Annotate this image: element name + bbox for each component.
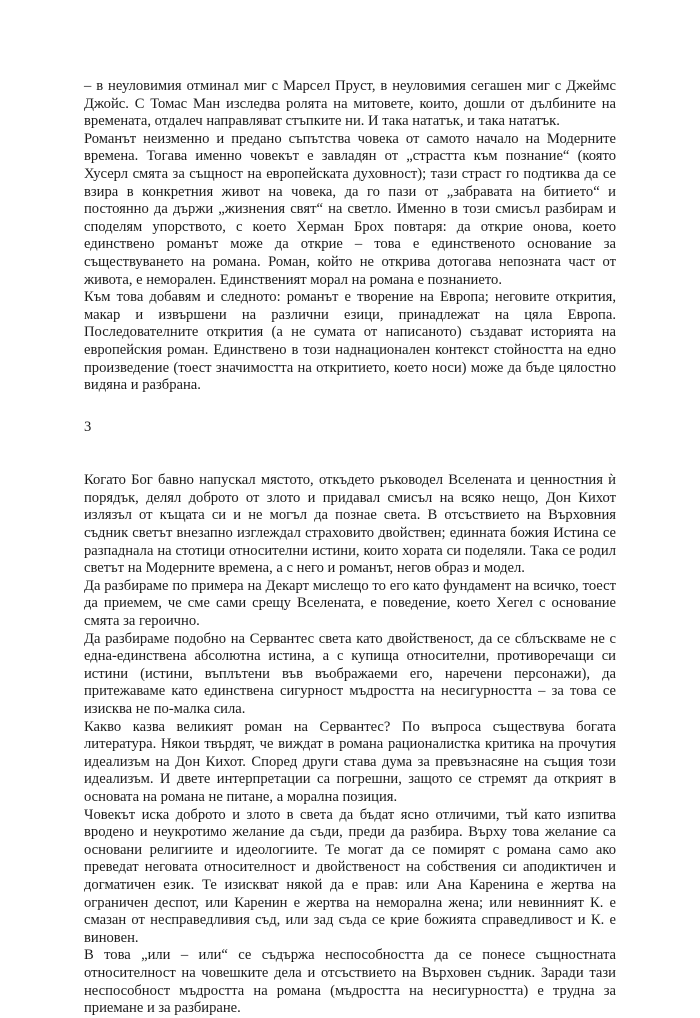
paragraph: – в неуловимия отминал миг с Марсел Пруст, в неуловимия сегашен миг с Джеймс Джойс. С Томас Ман изследва ролята на митовете, които, дошли от дълбините на времената, отдалеч направляват стъпките ни. И така нататък, и така нататък. (84, 78, 616, 130)
paragraph: Когато Бог бавно напускал мястото, откъдето ръководел Вселената и ценностния ѝ порядък, делял доброто от злото и придавал смисъл на всяко нещо, Дон Кихот излязъл от къщата си и не могъл да познае света. В отсъствието на Върховния съдник светът внезапно изглеждал страховито двойствен; единната божия Истина се разпаднала на стотици относителни истини, които хората си поделяли. Така се родил светът на Модерните времена, а с него и романът, негов образ и модел. (84, 472, 616, 577)
paragraph: Романът неизменно и предано съпътства човека от самото начало на Модерните времена. Тогава именно човекът е завладян от „страстта към познание“ (която Хусерл смята за същност на европейската духовност); тази страст го подтиква да се взира в конкретния живот на човека, да го пази от „забравата на битието“ и постоянно да държи „жизнения свят“ на светло. Именно в този смисъл разбирам и споделям упорството, с което Херман Брох повтаря: да открие онова, което единствено романът може да открие – това е единственото основание за съществуването на романа. Роман, който не открива дотогава непозната част от живота, е неморален. Единственият морал на романа е познанието. (84, 130, 616, 288)
paragraph: Към това добавям и следното: романът е творение на Европа; неговите открития, макар и извършени на различни езици, принадлежат на цяла Европа. Последователните открития (а не сумата от написаното) създават историята на европейския роман. Единствено в този наднационален контекст стойността на едно произведение (тоест значимостта на откритието, което носи) може да бъде цялостно видяна и разбрана. (84, 289, 616, 394)
paragraph: Какво казва великият роман на Сервантес? По въпроса съществува богата литература. Някои твърдят, че виждат в романа рационалистка критика на прочутия идеализъм на Дон Кихот. Според други става дума за превъзнасяне на същия този идеализъм. И двете интерпретации са погрешни, защото се стремят да открият в основата на романа не питане, а морална позиция. (84, 718, 616, 805)
section-number: 3 (84, 418, 92, 435)
document-page (84, 78, 616, 1018)
paragraph: В това „или – или“ се съдържа неспособността да се понесе същностната относителност на човешките дела и отсъствието на Върховен съдник. Заради тази неспособност мъдростта на романа (мъдростта на несигурността) е трудна за приемане и за разбиране. (84, 947, 616, 1017)
paragraph: Да разбираме подобно на Сервантес света като двойственост, да се сблъскваме не с една-единствена абсолютна истина, а с купища относителни, противоречащи си истини (истини, въплътени във въображаеми его, наречени персонажи), да притежаваме като единствена сигурност мъдростта на несигурността – за това се изисква не по-малка сила. (84, 630, 616, 717)
paragraph: Човекът иска доброто и злото в света да бъдат ясно отличими, тъй като изпитва вродено и неукротимо желание да съди, преди да разбира. Върху това желание са основани религиите и идеологиите. Те могат да се помирят с романа само ако преведат неговата относителност и двойственост на собствения си аподиктичен и догматичен език. Те изискват някой да е прав: или Ана Каренина е жертва на ограничен деспот, или Каренин е жертва на неморална жена; или невинният К. е смазан от несправедливия съд, или зад съда се крие божията справедливост и К. е виновен. (84, 806, 616, 946)
paragraph: Да разбираме по примера на Декарт мислещо то его като фундамент на всичко, тоест да приемем, че сме сами срещу Вселената, е поведение, което Хегел с основание смята за героично. (84, 577, 616, 630)
